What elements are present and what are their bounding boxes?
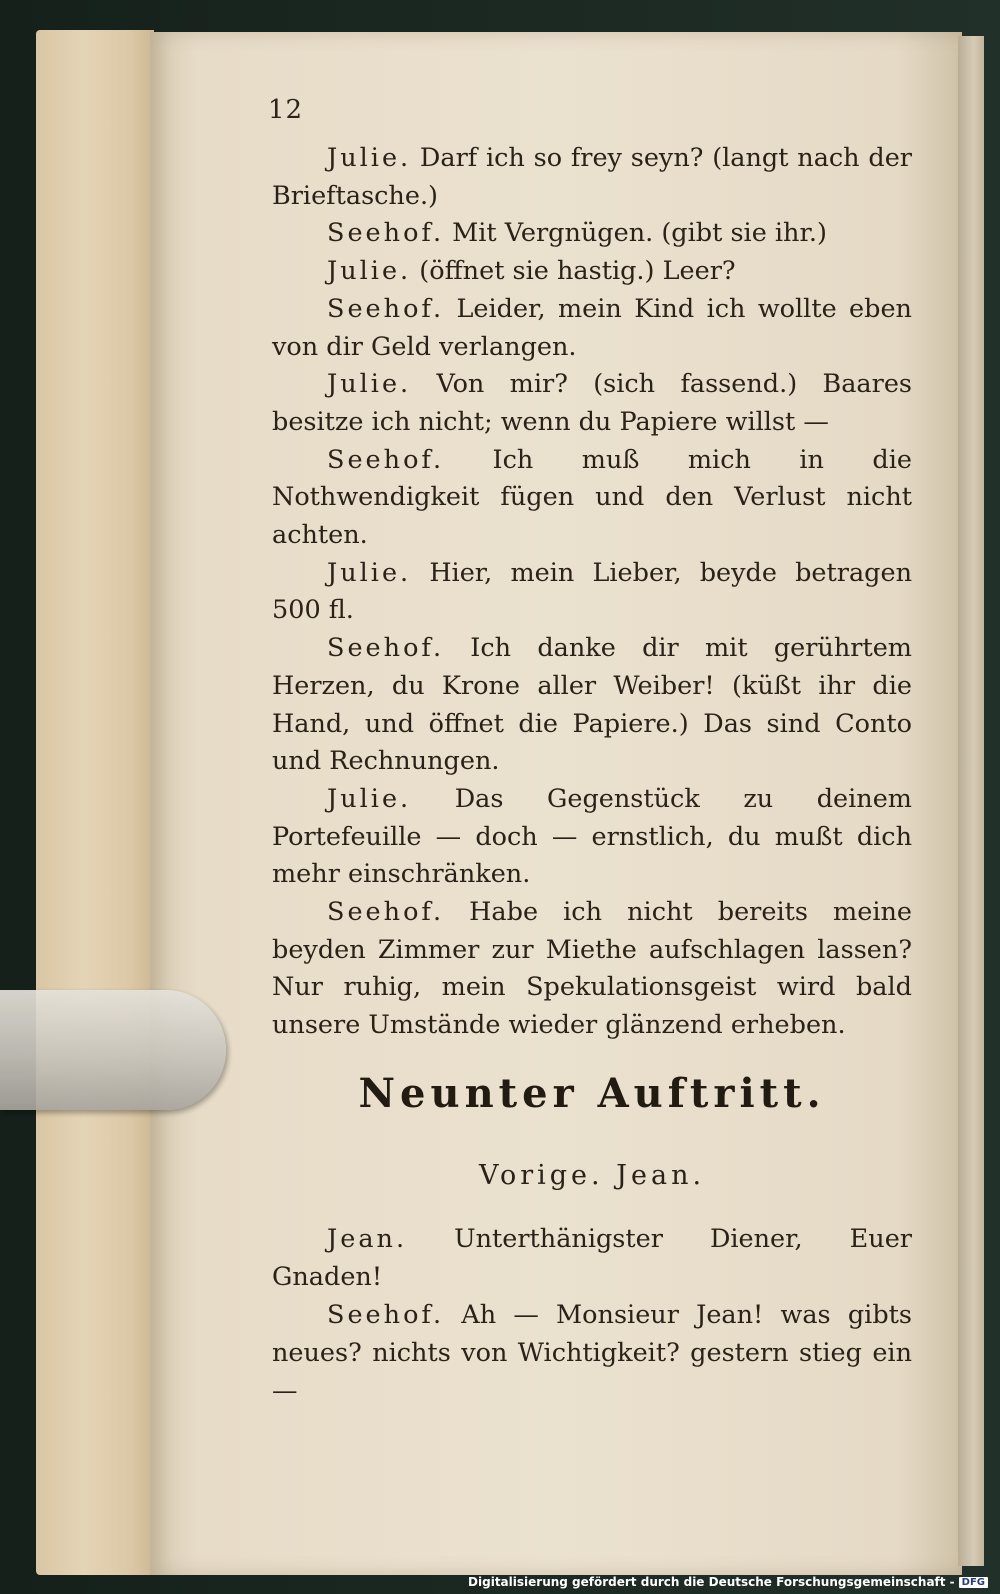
line-text: Ich muß mich in die Nothwendigkeit fügen und den Verlust nicht achten. bbox=[272, 444, 912, 551]
dialogue-line bbox=[272, 366, 912, 441]
speaker-name: Julie. bbox=[327, 256, 412, 287]
speaker-name: Seehof. bbox=[327, 218, 445, 249]
dialogue-line bbox=[272, 1220, 912, 1296]
line-text: Hier, mein Lieber, beyde betragen 500 fl. bbox=[272, 557, 912, 626]
digitization-credit bbox=[468, 1575, 988, 1589]
dialogue-line bbox=[272, 291, 912, 366]
dialogue-line bbox=[272, 253, 912, 291]
line-text: (öffnet sie hastig.) Leer? bbox=[411, 256, 736, 287]
dialogue-line bbox=[272, 442, 912, 555]
line-text: Unterthänigster Diener, Euer Gnaden! bbox=[272, 1224, 912, 1292]
book-right-edge bbox=[958, 36, 984, 1566]
page-marker-tab bbox=[0, 990, 226, 1110]
speaker-name: Seehof. bbox=[327, 293, 445, 324]
dialogue-line bbox=[272, 215, 912, 253]
line-text: Habe ich nicht bereits meine beyden Zimmer zur Miethe aufschlagen lassen? Nur ruhig, mein Spekulationsgeist wird bald unsere Umstände wieder glänzend erheben. bbox=[272, 897, 912, 1041]
speaker-name: Julie. bbox=[327, 143, 412, 173]
dialogue-line bbox=[272, 1296, 912, 1410]
line-text: Darf ich so frey seyn? (langt nach der Brieftasche.) bbox=[272, 143, 912, 211]
dfg-logo-icon: DFG bbox=[959, 1577, 988, 1588]
scene-characters: Vorige. Jean. bbox=[478, 1160, 706, 1191]
speaker-name: Julie. bbox=[327, 369, 412, 400]
dialogue-line bbox=[272, 555, 912, 630]
page-number: 12 bbox=[268, 95, 304, 125]
speaker-name: Seehof. bbox=[327, 633, 445, 664]
dialogue-line bbox=[272, 894, 912, 1045]
line-text: Leider, mein Kind ich wollte eben von dir Geld verlangen. bbox=[272, 293, 912, 362]
scene-heading: Neunter Auftritt. bbox=[358, 1070, 826, 1117]
dialogue-top bbox=[272, 140, 912, 1045]
dialogue-line bbox=[272, 140, 912, 215]
line-text: Ah — Monsieur Jean! was gibts neues? nichts von Wichtigkeit? gestern stieg ein — bbox=[272, 1300, 912, 1406]
speaker-name: Seehof. bbox=[327, 444, 445, 475]
dialogue-bottom bbox=[272, 1220, 912, 1410]
speaker-name: Julie. bbox=[327, 783, 412, 814]
line-text: Von mir? (sich fassend.) Baares besitze ich nicht; wenn du Papiere willst — bbox=[272, 369, 912, 437]
speaker-name: Julie. bbox=[327, 557, 412, 588]
dialogue-line bbox=[272, 781, 912, 894]
credit-text: Digitalisierung gefördert durch die Deutsche Forschungsgemeinschaft - bbox=[468, 1575, 955, 1589]
book-page-edges bbox=[36, 30, 154, 1575]
speaker-name: Seehof. bbox=[327, 897, 445, 928]
speaker-name: Seehof. bbox=[327, 1300, 445, 1330]
line-text: Das Gegenstück zu deinem Portefeuille — doch — ernstlich, du mußt dich mehr einschränken. bbox=[272, 783, 912, 890]
dialogue-line bbox=[272, 630, 912, 781]
speaker-name: Jean. bbox=[327, 1224, 408, 1254]
line-text: Mit Vergnügen. (gibt sie ihr.) bbox=[444, 218, 827, 249]
line-text: Ich danke dir mit gerührtem Herzen, du Krone aller Weiber! (küßt ihr die Hand, und öffnet die Papiere.) Das sind Conto und Rechnungen. bbox=[272, 633, 912, 777]
